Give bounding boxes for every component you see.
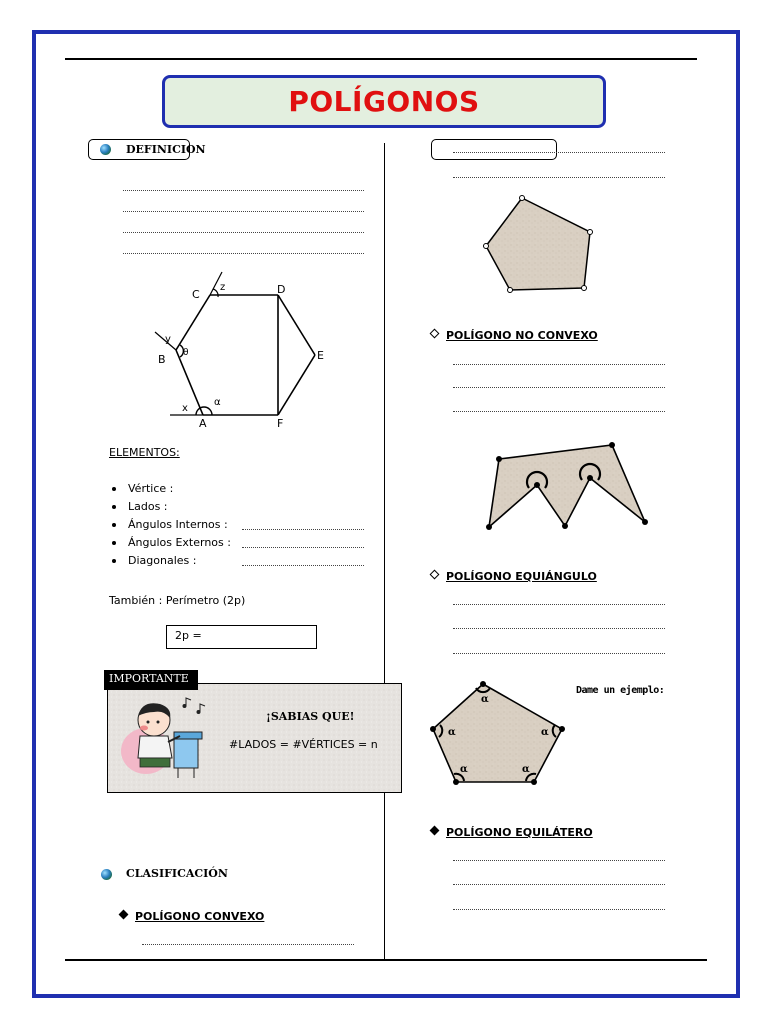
bullet-icon xyxy=(112,505,116,509)
vertex-label-f: F xyxy=(277,417,284,430)
vertex-label-c: C xyxy=(192,288,200,301)
equilatero-heading xyxy=(431,821,593,840)
diamond-bullet-icon xyxy=(430,826,440,836)
clasificacion-heading: CLASIFICACIÓN xyxy=(126,867,228,880)
equilatero-line-2 xyxy=(453,884,665,885)
angle-label-z: z xyxy=(220,282,226,293)
sabias-que-text: ¡SABIAS QUE! xyxy=(266,710,355,723)
non-convex-polygon-figure xyxy=(480,438,660,538)
angle-label-x: x xyxy=(182,403,188,414)
element-label: Ángulos Internos : xyxy=(128,518,228,531)
element-item-angulos-internos xyxy=(112,518,228,531)
vertex-label-e: E xyxy=(317,349,324,362)
alpha-label-left: α xyxy=(448,727,456,738)
perimetro-text: También : Perímetro (2p) xyxy=(109,594,246,607)
bottom-rule xyxy=(65,959,707,961)
lados-vertices-formula: #LADOS = #VÉRTICES = n xyxy=(229,738,378,751)
top-rule xyxy=(65,58,697,60)
convex-polygon-figure xyxy=(480,190,600,300)
angle-label-theta: θ xyxy=(183,348,189,358)
vertex-label-d: D xyxy=(277,283,286,296)
element-label: Vértice : xyxy=(128,482,174,495)
boy-piano-illustration xyxy=(120,696,220,781)
alpha-label-bottom-left: α xyxy=(460,764,468,775)
angulos-internos-line xyxy=(242,529,364,530)
no-convexo-line-1 xyxy=(453,364,665,365)
definicion-line-4 xyxy=(123,253,364,254)
convexo-line xyxy=(142,944,354,945)
no-convexo-line-3 xyxy=(453,411,665,412)
diamond-bullet-icon xyxy=(119,910,129,920)
equiangulo-label: POLÍGONO EQUIÁNGULO xyxy=(446,570,597,583)
no-convexo-line-2 xyxy=(453,387,665,388)
equiangulo-line-3 xyxy=(453,653,665,654)
diamond-bullet-icon xyxy=(430,329,440,339)
no-convexo-heading xyxy=(431,324,598,343)
definicion-line-1 xyxy=(123,190,364,191)
vertex-label-a: A xyxy=(199,417,207,430)
definicion-line-2 xyxy=(123,211,364,212)
element-label: Ángulos Externos : xyxy=(128,536,231,549)
page-title: POLÍGONOS xyxy=(288,85,480,118)
globe-bullet-icon xyxy=(100,144,111,155)
equilatero-label: POLÍGONO EQUILÁTERO xyxy=(446,826,593,839)
angle-label-y: y xyxy=(165,334,171,345)
convexo-heading xyxy=(120,905,264,924)
title-banner xyxy=(162,75,606,128)
equiangulo-line-1 xyxy=(453,604,665,605)
diagonales-line xyxy=(242,565,364,566)
element-item-angulos-externos xyxy=(112,536,231,549)
convexo-label: POLÍGONO CONVEXO xyxy=(135,910,265,923)
side-de xyxy=(278,295,315,355)
side-bc xyxy=(176,295,210,350)
equilatero-line-1 xyxy=(453,860,665,861)
side-ef xyxy=(278,355,315,415)
no-convexo-label: POLÍGONO NO CONVEXO xyxy=(446,329,598,342)
alpha-label-right: α xyxy=(541,727,549,738)
blank-heading-box xyxy=(431,139,557,160)
diamond-bullet-icon xyxy=(430,570,440,580)
convexo-answer-line-1 xyxy=(453,152,665,153)
convexo-answer-line-2 xyxy=(453,177,665,178)
importante-tab: IMPORTANTE xyxy=(104,670,198,690)
equilatero-line-3 xyxy=(453,909,665,910)
angulos-externos-line xyxy=(242,547,364,548)
equiangulo-line-2 xyxy=(453,628,665,629)
dame-ejemplo-text: Dame un ejemplo: xyxy=(576,685,665,696)
bullet-icon xyxy=(112,559,116,563)
globe-bullet-icon xyxy=(101,869,112,880)
column-divider xyxy=(384,143,385,960)
importante-panel xyxy=(107,683,402,793)
bullet-icon xyxy=(112,541,116,545)
bullet-icon xyxy=(112,523,116,527)
alpha-label-bottom-right: α xyxy=(522,764,530,775)
element-item-vertice xyxy=(112,482,173,495)
definicion-line-3 xyxy=(123,232,364,233)
perimetro-box xyxy=(166,625,317,649)
angle-alpha-arc xyxy=(196,407,212,415)
angle-label-alpha: α xyxy=(214,397,221,408)
perimetro-box-label: 2p = xyxy=(175,629,202,642)
definicion-heading: DEFINICION xyxy=(126,143,206,156)
bullet-icon xyxy=(112,487,116,491)
equiangulo-heading xyxy=(431,565,597,584)
element-label: Diagonales : xyxy=(128,554,197,567)
element-item-diagonales xyxy=(112,554,196,567)
side-ab xyxy=(176,350,203,415)
element-item-lados xyxy=(112,500,168,513)
element-label: Lados : xyxy=(128,500,168,513)
elementos-heading: ELEMENTOS: xyxy=(109,446,180,459)
vertex-label-b: B xyxy=(158,353,166,366)
alpha-label-top: α xyxy=(481,694,489,705)
